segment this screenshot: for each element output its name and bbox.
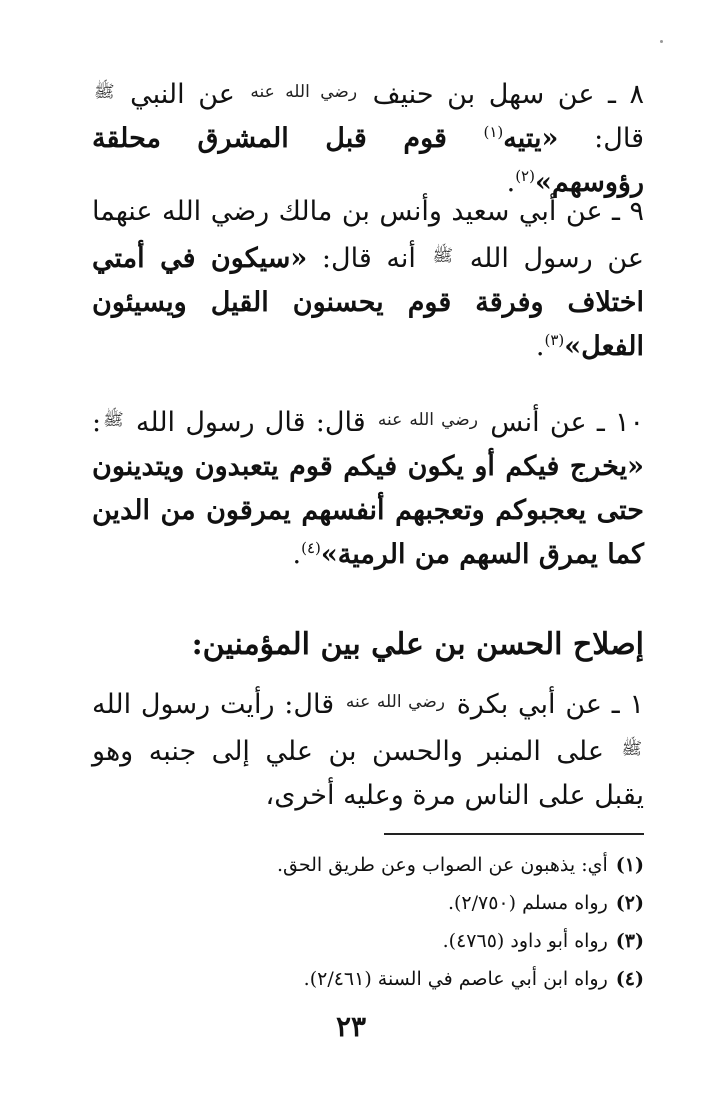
paragraph-text: ٨ ـ عن سهل بن حنيف [359, 79, 644, 110]
footnote-separator [384, 833, 644, 835]
footnote-number: (٤) [615, 968, 644, 990]
paragraph-text: عن النبي [116, 79, 249, 110]
honorific-glyph: ﷺ [432, 246, 454, 266]
hadith-quote: قوم قبل المشرق محلقة رؤوسهم» [92, 123, 644, 198]
paragraph-text: ٩ ـ عن أبي سعيد وأنس بن مالك رضي الله عنهما عن رسول الله [92, 196, 644, 274]
footnotes [92, 846, 644, 998]
honorific-glyph: ﷺ [94, 82, 115, 102]
paragraph-text: ١ ـ عن أبي بكرة [446, 689, 644, 720]
hadith-quote: «سيكون في أمتي اختلاف وفرقة قوم يحسنون القيل ويسيئون الفعل» [92, 243, 644, 362]
speck [660, 40, 663, 43]
paragraph-text: قال: رأيت رسول الله [92, 689, 344, 720]
footnote-item [92, 922, 644, 960]
footnote-number: (١) [615, 854, 644, 876]
honorific-glyph: رضي الله عنه [377, 410, 478, 430]
footnote-item [92, 884, 644, 922]
honorific-glyph: ﷺ [621, 739, 642, 759]
footnote-text: أي: يذهبون عن الصواب وعن طريق الحق. [276, 854, 608, 876]
honorific-glyph: ﷺ [103, 410, 124, 430]
paragraph-text: على المنبر والحسن بن علي إلى جنبه وهو يقبل على الناس مرة وعليه أخرى، [92, 736, 644, 811]
page-number: ٢٣ [335, 1010, 367, 1043]
paragraph-text: قال: قال رسول الله [125, 407, 376, 438]
footnote-text: رواه أبو داود (٤٧٦٥). [442, 930, 608, 952]
section-paragraph-1 [92, 680, 644, 818]
paragraph-end: . [535, 331, 545, 362]
footnote-ref: (٤) [301, 539, 321, 557]
hadith-quote: «يتيه [503, 123, 559, 154]
hadith-paragraph-9 [92, 190, 644, 369]
paragraph-text: ١٠ ـ عن أنس [479, 407, 644, 438]
hadith-quote: «يخرج فيكم أو يكون فيكم قوم يتعبدون ويتدينون حتى يعجبوكم وتعجبهم أنفسهم يمرقون من الدين كما يمرق السهم من الرمية» [92, 451, 644, 570]
paragraph-text: : [92, 407, 102, 438]
paragraph-text: قال: [558, 123, 644, 154]
hadith-paragraph-10 [92, 398, 644, 577]
paragraph-end: . [506, 167, 516, 198]
paragraph-text: أنه قال: [307, 243, 431, 274]
footnote-text: رواه مسلم (٢/٧٥٠). [447, 892, 608, 914]
footnote-ref: (٣) [544, 331, 565, 349]
honorific-glyph: رضي الله عنه [345, 692, 445, 712]
footnote-ref: (٢) [515, 167, 535, 185]
footnote-text: رواه ابن أبي عاصم في السنة (٢/٤٦١). [303, 968, 608, 990]
paragraph-end: . [292, 539, 302, 570]
footnote-number: (٢) [615, 892, 644, 914]
hadith-paragraph-8 [92, 70, 644, 205]
footnote-number: (٣) [615, 930, 644, 952]
honorific-glyph: رضي الله عنه [250, 82, 358, 102]
footnote-item [92, 846, 644, 884]
section-heading: إصلاح الحسن بن علي بين المؤمنين: [191, 627, 644, 662]
footnote-item [92, 960, 644, 998]
footnote-ref: (١) [483, 123, 504, 141]
